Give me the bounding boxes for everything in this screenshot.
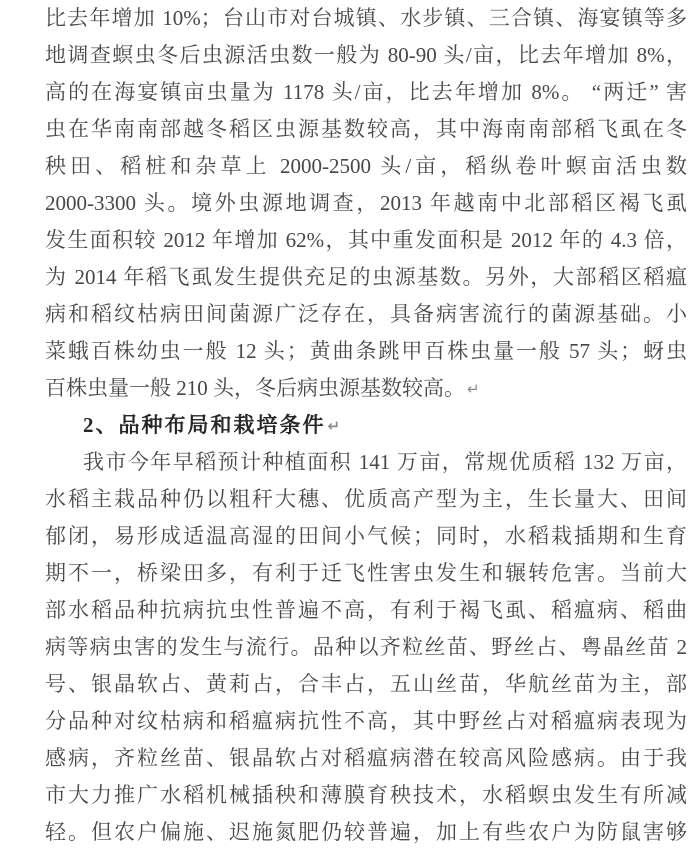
text-line-content: 分品种对纹枯病和稻瘟病抗性不高，其中野丝占对稻瘟病表现为	[45, 709, 687, 733]
text-line	[45, 37, 687, 74]
text-line	[45, 592, 687, 629]
text-line	[45, 703, 687, 740]
text-line	[45, 74, 687, 111]
section-heading-text: 2、品种布局和栽培条件	[83, 413, 326, 437]
text-line	[45, 555, 687, 592]
document-text-block	[45, 0, 687, 851]
section-heading	[45, 407, 687, 444]
text-line-content: 号、银晶软占、黄莉占，合丰占，五山丝苗，华航丝苗为主，部	[45, 672, 687, 696]
text-line-content: 病等病虫害的发生与流行。品种以齐粒丝苗、野丝占、粤晶丝苗 2	[45, 635, 687, 659]
text-line-content: 感病，齐粒丝苗、银晶软占对稻瘟病潜在较高风险感病。由于我	[45, 746, 687, 770]
text-line	[45, 740, 687, 777]
text-line	[45, 666, 687, 703]
text-line	[45, 777, 687, 814]
text-line	[45, 0, 687, 37]
text-line-content: 水稻主栽品种仍以粗秆大穗、优质高产型为主，生长量大、田间	[45, 487, 687, 511]
text-line-content: 虫在华南南部越冬稻区虫源基数较高，其中海南南部稻飞虱在冬	[45, 117, 687, 141]
text-line-content: 病和稻纹枯病田间菌源广泛存在，具备病害流行的菌源基础。小	[45, 302, 687, 326]
text-line-content: 百株虫量一般 210 头，冬后病虫源基数较高。	[45, 376, 465, 400]
text-line-content: 发生面积较 2012 年增加 62%，其中重发面积是 2012 年的 4.3 倍，	[45, 228, 687, 252]
text-line-content: 秧田、稻桩和杂草上 2000-2500 头/亩，稻纵卷叶螟亩活虫数	[45, 154, 687, 178]
text-line-content: 菜蛾百株幼虫一般 12 头；黄曲条跳甲百株虫量一般 57 头；蚜虫	[45, 339, 687, 363]
text-line-content: 市大力推广水稻机械插秧和薄膜育秧技术，水稻螟虫发生有所减	[45, 783, 687, 807]
text-line-content: 高的在海宴镇亩虫量为 1178 头/亩，比去年增加 8%。 “两迁” 害	[45, 80, 687, 104]
text-line	[45, 481, 687, 518]
text-line	[45, 518, 687, 555]
text-line-content: 为 2014 年稻飞虱发生提供充足的虫源基数。另外，大部稻区稻瘟	[45, 265, 687, 289]
text-line	[45, 629, 687, 666]
text-line	[45, 259, 687, 296]
text-line	[45, 296, 687, 333]
text-line-content: 期不一，桥梁田多，有利于迁飞性害虫发生和辗转危害。当前大	[45, 561, 687, 585]
text-line	[45, 444, 687, 481]
text-line-content: 郁闭，易形成适温高湿的田间小气候；同时，水稻栽插期和生育	[45, 524, 687, 548]
text-line	[45, 370, 687, 407]
paragraph-return-mark: ↵	[327, 417, 343, 435]
text-line-content: 轻。但农户偏施、迟施氮肥仍较普遍，加上有些农户为防鼠害够	[45, 820, 687, 844]
text-line	[45, 814, 687, 851]
paragraph-return-mark: ↵	[467, 380, 480, 398]
text-line	[45, 185, 687, 222]
text-line	[45, 222, 687, 259]
text-line-content: 2000-3300 头。境外虫源地调查，2013 年越南中北部稻区褐飞虱	[45, 191, 687, 215]
text-line-content: 部水稻品种抗病抗虫性普遍不高，有利于褐飞虱、稻瘟病、稻曲	[45, 598, 687, 622]
text-line-content: 地调查螟虫冬后虫源活虫数一般为 80-90 头/亩，比去年增加 8%，	[45, 43, 687, 67]
text-line	[45, 111, 687, 148]
text-line	[45, 333, 687, 370]
text-line-content: 我市今年早稻预计种植面积 141 万亩，常规优质稻 132 万亩，	[83, 450, 687, 474]
text-line-content: 比去年增加 10%；台山市对台城镇、水步镇、三合镇、海宴镇等多	[45, 6, 687, 30]
text-line	[45, 148, 687, 185]
